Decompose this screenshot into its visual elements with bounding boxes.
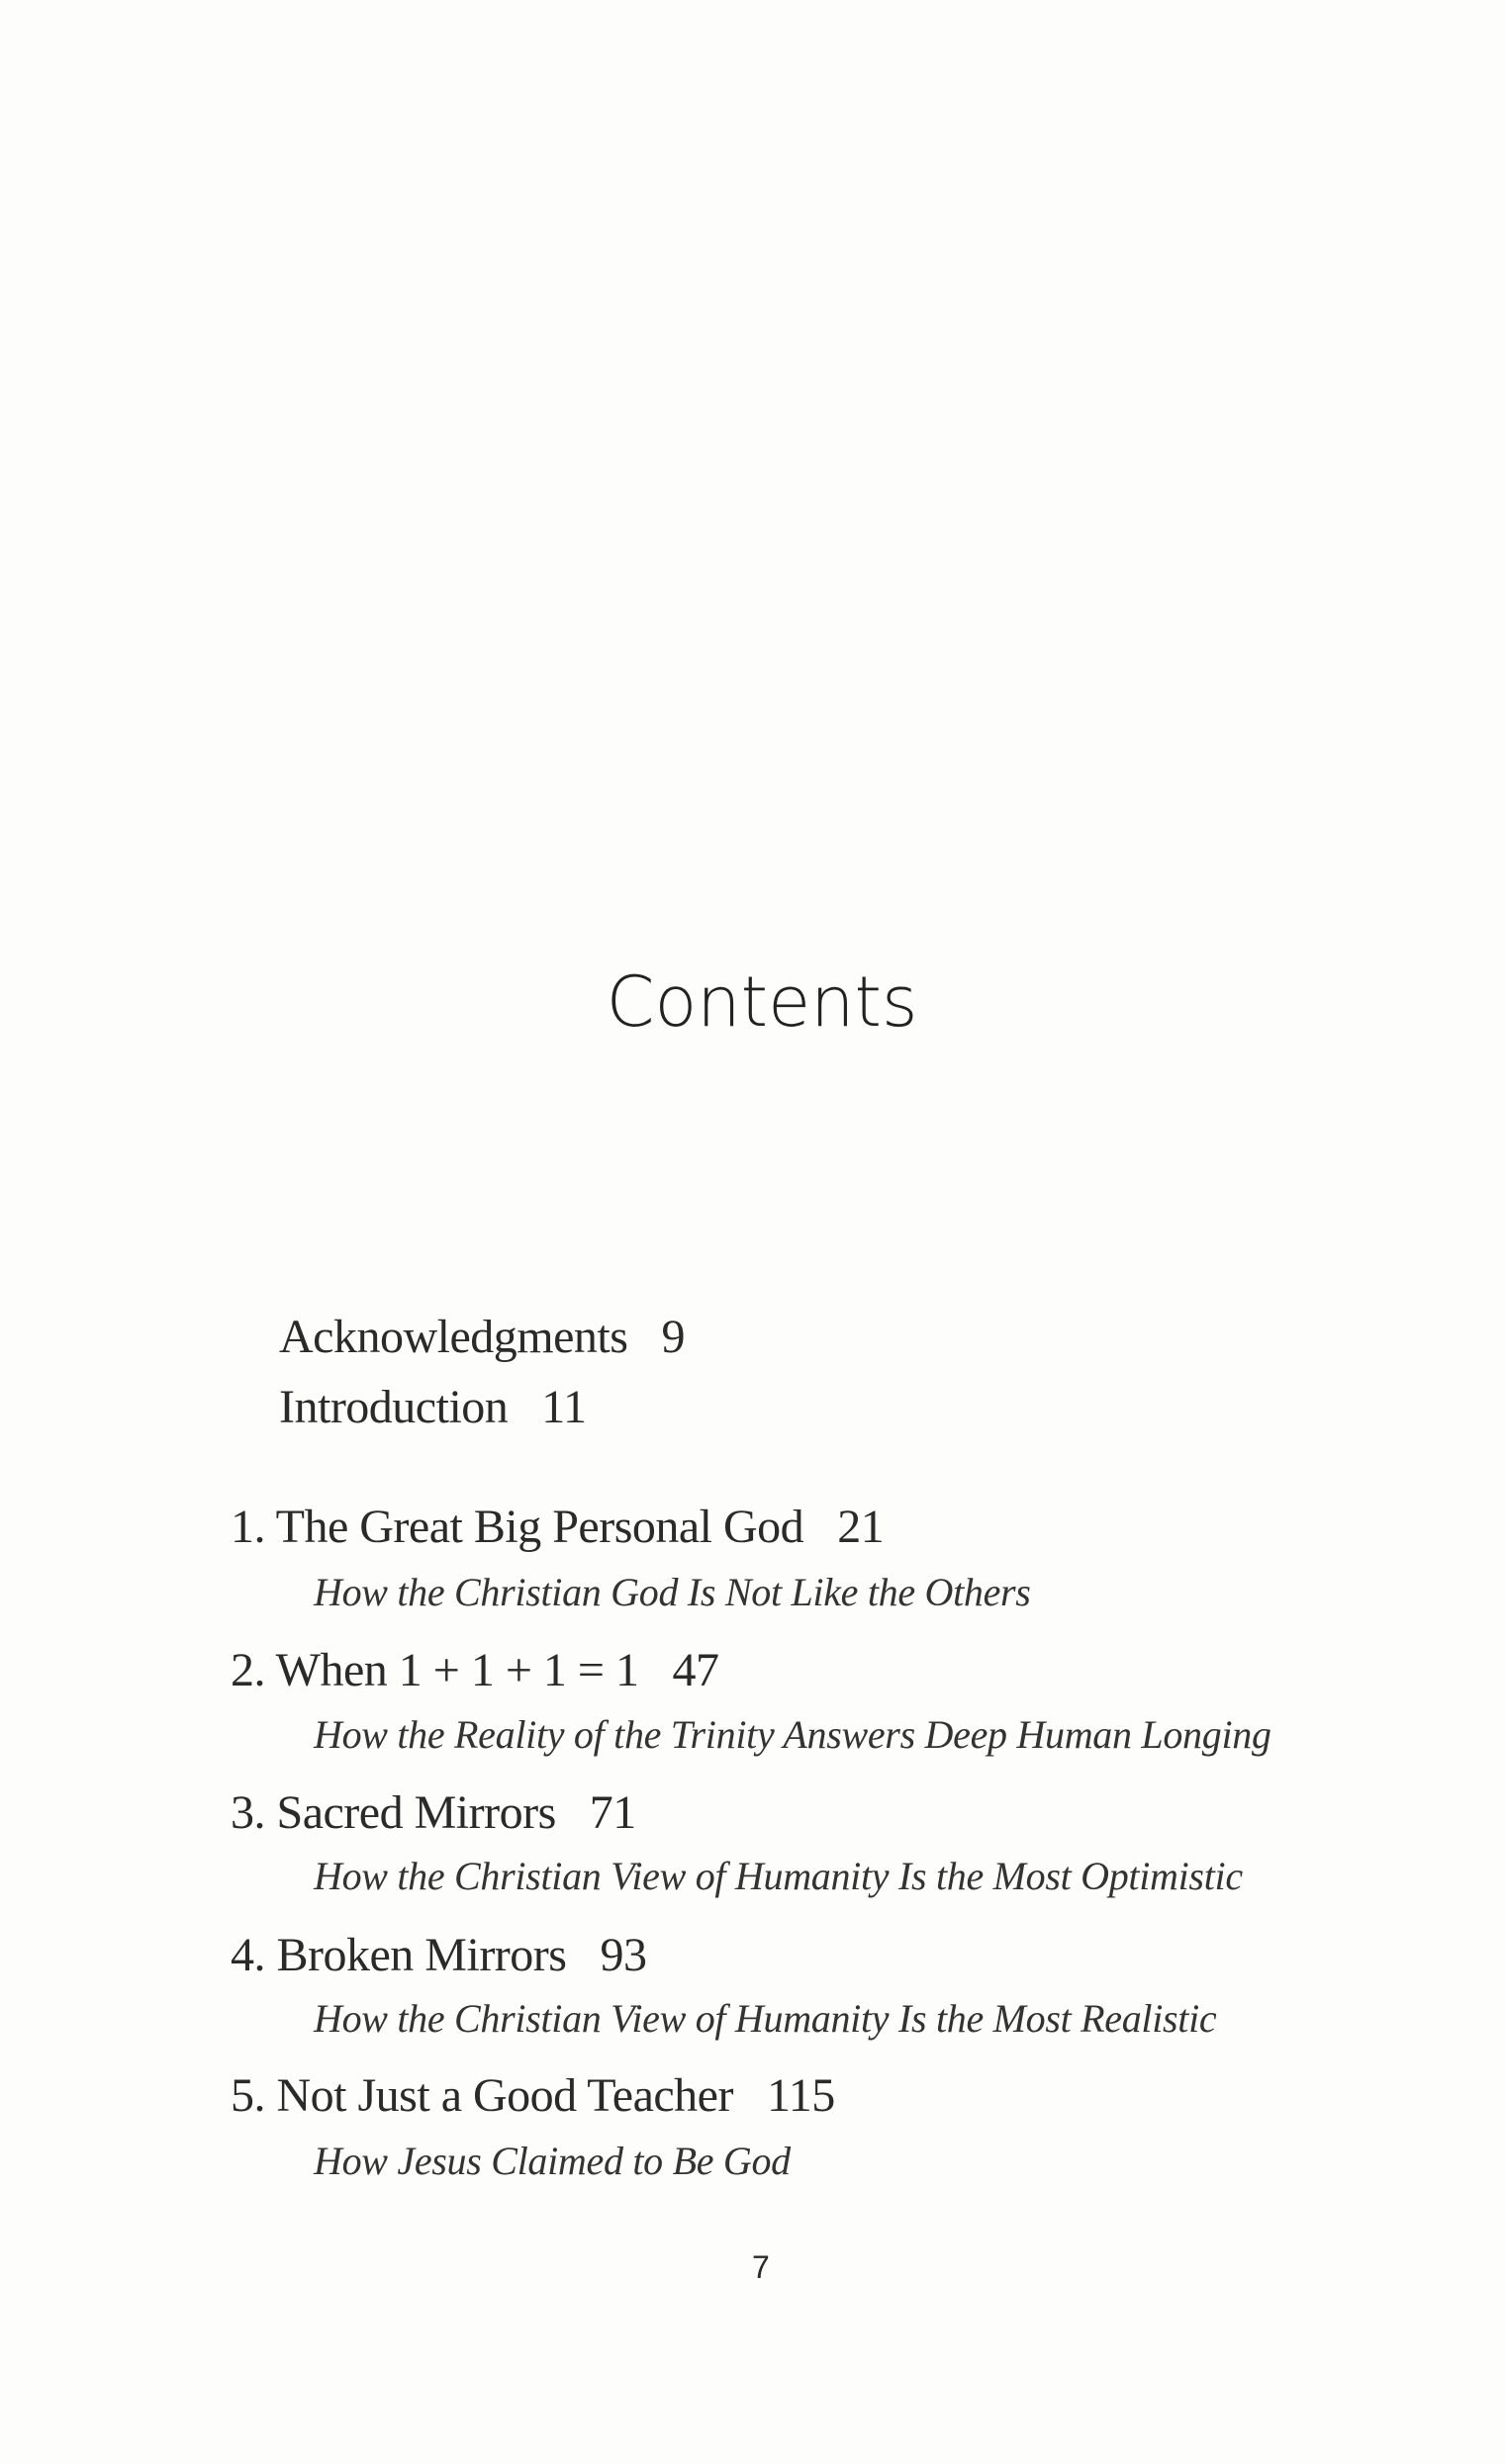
page-title: Contents xyxy=(606,961,918,1043)
chapter-page: 71 xyxy=(589,1786,636,1839)
entry-label: Acknowledgments xyxy=(279,1311,628,1363)
chapter-page: 93 xyxy=(600,1929,647,1981)
chapter-subtitle: How the Christian God Is Not Like the Others xyxy=(314,1570,1031,1614)
toc-entry-acknowledgments[interactable] xyxy=(279,1311,685,1363)
chapter-page: 47 xyxy=(672,1644,719,1696)
chapter-title: Broken Mirrors xyxy=(276,1929,567,1981)
entry-page: 9 xyxy=(661,1311,685,1363)
chapter-subtitle: How Jesus Claimed to Be God xyxy=(314,2139,791,2183)
chapter-subtitle: How the Christian View of Humanity Is the Most Realistic xyxy=(314,1996,1217,2041)
page-number: 7 xyxy=(752,2249,770,2285)
toc-chapter-3[interactable] xyxy=(231,1786,636,1839)
chapter-number: 5. xyxy=(231,2069,265,2122)
toc-chapter-5[interactable] xyxy=(231,2069,835,2122)
chapter-number: 3. xyxy=(231,1786,265,1839)
chapter-title: The Great Big Personal God xyxy=(275,1501,804,1553)
toc-chapter-1[interactable] xyxy=(231,1501,885,1553)
toc-chapter-2[interactable] xyxy=(231,1644,719,1696)
chapter-page: 21 xyxy=(837,1501,885,1553)
entry-page: 11 xyxy=(541,1381,587,1433)
toc-chapter-4[interactable] xyxy=(231,1929,647,1981)
entry-label: Introduction xyxy=(279,1381,509,1433)
chapter-number: 4. xyxy=(231,1929,265,1981)
chapter-subtitle: How the Christian View of Humanity Is the Most Optimistic xyxy=(314,1854,1243,1898)
chapter-title: Not Just a Good Teacher xyxy=(276,2069,733,2122)
chapter-number: 1. xyxy=(231,1501,265,1553)
chapter-number: 2. xyxy=(231,1644,265,1696)
chapter-page: 115 xyxy=(766,2069,835,2122)
toc-entry-introduction[interactable] xyxy=(279,1381,587,1433)
chapter-title: Sacred Mirrors xyxy=(276,1786,556,1839)
chapter-subtitle: How the Reality of the Trinity Answers Deep Human Longing xyxy=(314,1712,1271,1757)
chapter-title: When 1 + 1 + 1 = 1 xyxy=(275,1644,639,1696)
